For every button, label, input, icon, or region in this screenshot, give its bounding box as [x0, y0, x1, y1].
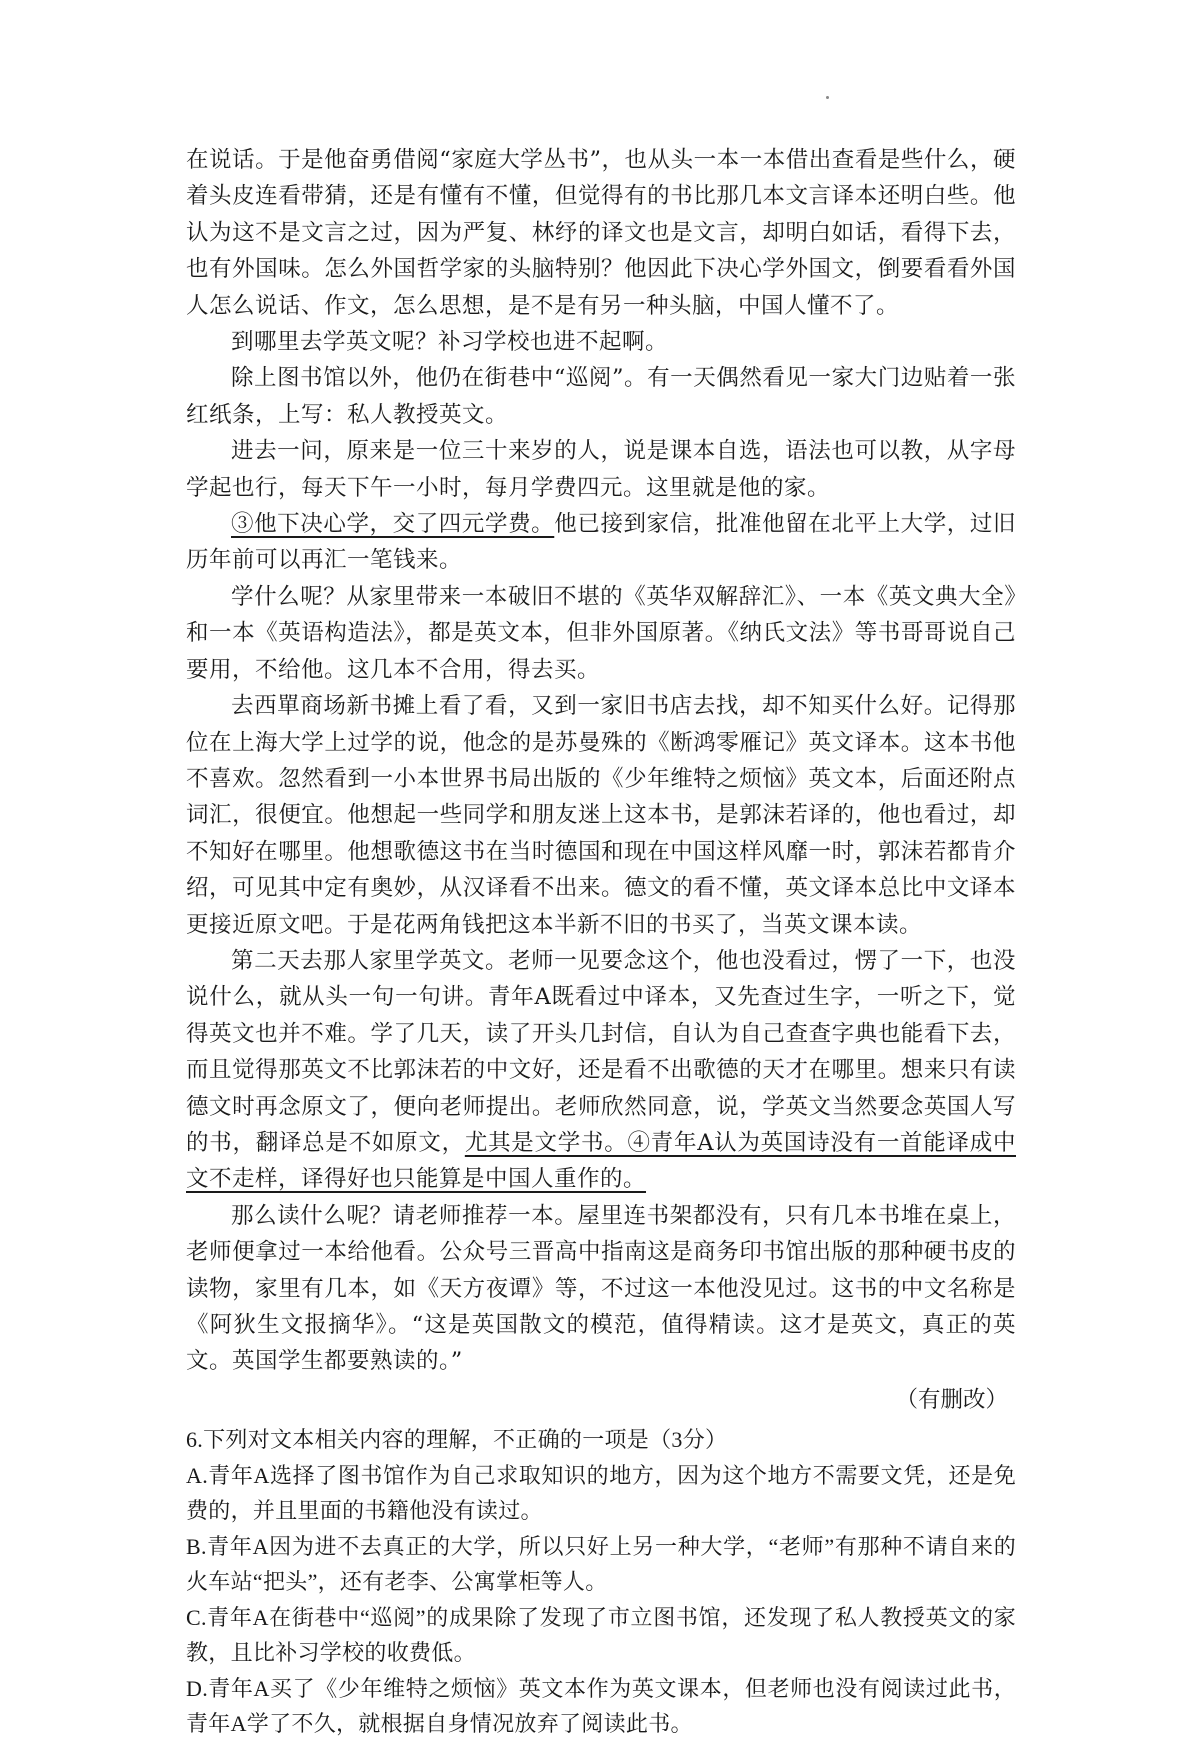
- passage-paragraph-6: 学什么呢？从家里带来一本破旧不堪的《英华双解辞汇》、一本《英文典大全》和一本《英语构造法》，都是英文本，但非外国原著。《纳氏文法》等书哥哥说自己要用，不给他。这几本不合用，得去买。: [186, 583, 1016, 683]
- question-6-option-b: B.青年A因为进不去真正的大学，所以只好上另一种大学，“老师”有那种不请自来的火车站“把头”，还有老李、公寓掌柜等人。: [186, 1533, 1016, 1595]
- question-6-option-d: D.青年A买了《少年维特之烦恼》英文本作为英文课本，但老师也没有阅读过此书，青年A学了不久，就根据自身情况放弃了阅读此书。: [186, 1675, 1016, 1737]
- underlined-sentence-4: ④青年A认为英国诗没有一首能译成中文不走样，译得好也只能算是中国人重作的。: [186, 1129, 1016, 1193]
- underlined-sentence-3: ③他下决心学，交了四元学费。: [231, 511, 555, 538]
- underlined-clause: 尤其是文学书。: [464, 1129, 628, 1156]
- question-6-title: 6.下列对文本相关内容的理解，不正确的一项是（3分）: [186, 1427, 728, 1453]
- passage-paragraph-2: 到哪里去学英文呢？补习学校也进不起啊。: [231, 329, 669, 356]
- passage-paragraph-3: 除上图书馆以外，他仍在街巷中“巡阅”。有一天偶然看见一家大门边贴着一张红纸条，上写：私人教授英文。: [186, 365, 1016, 428]
- document-page: [186, 142, 1016, 1742]
- question-6-option-a: A.青年A选择了图书馆作为自己求取知识的地方，因为这个地方不需要文凭，还是免费的，并且里面的书籍他没有读过。: [186, 1462, 1016, 1524]
- passage-paragraph-9: 那么读什么呢？请老师推荐一本。屋里连书架都没有，只有几本书堆在桌上，老师便拿过一本给他看。公众号三晋高中指南这是商务印书馆出版的那种硬书皮的读物，家里有几本，如《天方夜谭》等，不过这一本他没见过。这书的中文名称是《阿狄生文报摘华》。“这是英国散文的模范，值得精读。这才是英文，真正的英文。英国学生都要熟读的。”: [186, 1202, 1016, 1375]
- passage-paragraph-1: 在说话。于是他奋勇借阅“家庭大学丛书”，也从头一本一本借出查看是些什么，硬着头皮连看带猜，还是有懂有不懂，但觉得有的书比那几本文言译本还明白些。他认为这不是文言之过，因为严复、林纾的译文也是文言，却明白如话，看得下去，也有外国味。怎么外国哲学家的头脑特别？他因此下决心学外国文，倒要看看外国人怎么说话、作文，怎么思想，是不是有另一种头脑，中国人懂不了。: [186, 147, 1016, 319]
- passage-paragraph-4: 进去一问，原来是一位三十来岁的人，说是课本自选，语法也可以教，从字母学起也行，每天下午一小时，每月学费四元。这里就是他的家。: [186, 438, 1016, 501]
- question-6-option-c: C.青年A在街巷中“巡阅”的成果除了发现了市立图书馆，还发现了私人教授英文的家教，且比补习学校的收费低。: [186, 1604, 1016, 1666]
- passage-paragraph-5: [186, 506, 1016, 579]
- passage-paragraph-8: [186, 943, 1016, 1198]
- passage-paragraph-7: 去西單商场新书摊上看了看，又到一家旧书店去找，却不知买什么好。记得那位在上海大学上过学的说，他念的是苏曼殊的《断鸿零雁记》英文译本。这本书他不喜欢。忽然看到一小本世界书局出版的《少年维特之烦恼》英文本，后面还附点词汇，很便宜。他想起一些同学和朋友迷上这本书，是郭沫若译的，他也看过，却不知好在哪里。他想歌德这书在当时德国和现在中国这样风靡一时，郭沫若都肯介绍，可见其中定有奥妙，从汉译看不出来。德文的看不懂，英文译本总比中文译本更接近原文吧。于是花两角钱把这本半新不旧的书买了，当英文课本读。: [186, 693, 1016, 938]
- edit-note: （有删改）: [895, 1386, 1008, 1413]
- passage-paragraph-8-start: 第二天去那人家里学英文。老师一见要念这个，他也没看过，愣了一下，也没说什么，就从头一句一句讲。青年A既看过中译本，又先查过生字，一听之下，觉得英文也并不难。学了几天，读了开头几封信，自认为自己查查字典也能看下去，而且觉得那英文不比郭沫若的中文好，还是看不出歌德的天才在哪里。想来只有读德文时再念原文了，便向老师提出。老师欣然同意，说，学英文当然要念英国人写的书，翻译总是不如原文，: [186, 947, 1016, 1156]
- scan-speck: [826, 96, 829, 99]
- passage-paragraph-5-rest: 他已接到家信，批准他留在北平上大学，过旧历年前可以再汇一笔钱来。: [186, 511, 1016, 574]
